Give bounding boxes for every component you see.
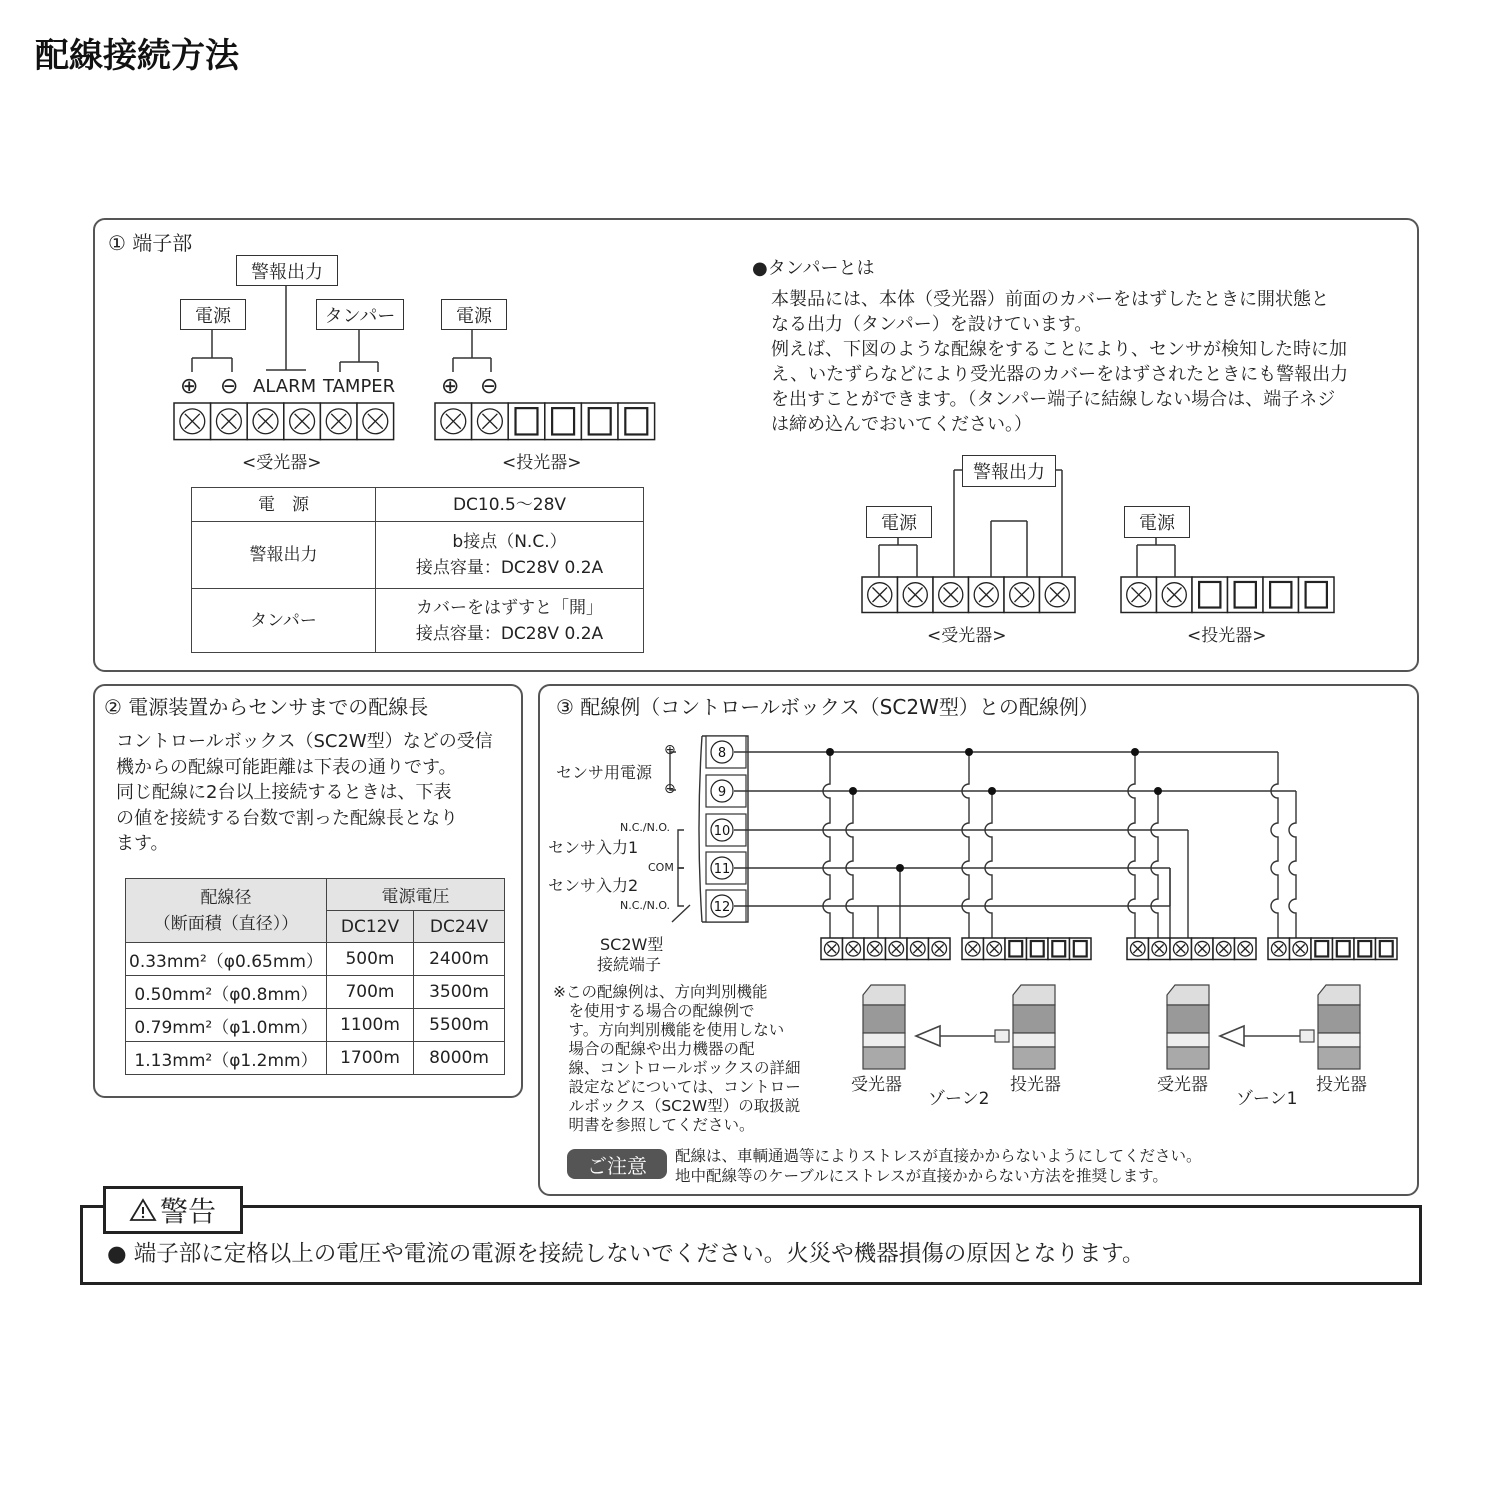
- transmitter-power-label: 電源: [441, 299, 507, 330]
- blank-terminal: [1311, 938, 1333, 960]
- diag-power-tx-label: 電源: [1124, 506, 1190, 538]
- plus-symbol: ⊕: [180, 374, 199, 399]
- zone2-transmitter-label: 投光器: [1010, 1075, 1061, 1095]
- cell-dc12: 1700m: [327, 1042, 414, 1075]
- cell-size: 0.79mm²（φ1.0mm）: [126, 1009, 327, 1042]
- sensor-unit-icon: [1318, 985, 1360, 1069]
- beam-arrow-icon: [916, 1026, 1009, 1046]
- cell-dc24: 5500m: [414, 1009, 505, 1042]
- sc2w-minus-symbol: ⊖: [664, 781, 676, 797]
- page-title: 配線接続方法: [35, 36, 239, 76]
- minus-symbol: ⊖: [220, 374, 239, 399]
- terminal-section-title: ① 端子部: [108, 231, 193, 255]
- diag-transmitter-label: <投光器>: [1187, 626, 1267, 646]
- zone1-receiver-label: 受光器: [1157, 1075, 1208, 1095]
- desc-line: 機からの配線可能距離は下表の通りです。: [116, 756, 457, 778]
- col-wire-size-subheader: （断面積（直径））: [153, 913, 299, 934]
- spec-alarm-value1: b接点（N.C.）: [452, 532, 567, 552]
- screw-terminal: [962, 938, 984, 960]
- blank-terminal: [1333, 938, 1355, 960]
- zone2-receiver-label: 受光器: [851, 1075, 902, 1095]
- spec-power-label: 電 源: [192, 488, 376, 522]
- screw-terminal: [1268, 938, 1290, 960]
- wiring-note: [553, 983, 801, 1135]
- tx-minus-symbol: ⊖: [480, 374, 499, 399]
- screw-terminal: [864, 938, 886, 960]
- desc-line: の値を接続する台数で割った配線長となり: [116, 807, 458, 829]
- screw-terminal: [1149, 938, 1171, 960]
- alarm-output-label: 警報出力: [236, 255, 338, 286]
- screw-terminal: [1213, 938, 1235, 960]
- blank-terminal: [1048, 938, 1070, 960]
- screw-terminal: [907, 938, 929, 960]
- desc-line: 同じ配線に2台以上接続するときは、下表: [116, 782, 452, 803]
- blank-terminal: [1354, 938, 1376, 960]
- note-line: ※この配線例は、方向判別機能: [553, 983, 768, 1001]
- diag-alarm-label: 警報出力: [962, 455, 1056, 487]
- screw-terminal: [1170, 938, 1192, 960]
- tamper-heading: ●タンパーとは: [752, 258, 875, 279]
- receiver-label: <受光器>: [242, 453, 322, 473]
- col-dc24v-header: DC24V: [414, 911, 505, 943]
- cell-dc24: 3500m: [414, 976, 505, 1009]
- nc-no-top-label: N.C./N.O.: [620, 821, 671, 834]
- note-line: す。方向判別機能を使用しない: [553, 1021, 785, 1039]
- cell-dc24: 2400m: [414, 943, 505, 976]
- sensor-unit-icon: [1167, 985, 1209, 1069]
- note-line: を使用する場合の配線例で: [553, 1002, 755, 1020]
- cell-dc24: 8000m: [414, 1042, 505, 1075]
- blank-terminal: [1027, 938, 1049, 960]
- cell-size: 0.33mm²（φ0.65mm）: [126, 943, 327, 976]
- diag-power-rx-label: 電源: [866, 506, 932, 538]
- blank-terminal: [1005, 938, 1027, 960]
- caution-line2: 地中配線等のケーブルにストレスが直接かからない方法を推奨します。: [675, 1167, 1168, 1185]
- com-label: COM: [648, 861, 674, 874]
- spec-tamper-value1: カバーをはずすと「開」: [416, 597, 603, 618]
- screw-terminal: [1127, 938, 1149, 960]
- caution-badge: ご注意: [567, 1149, 667, 1179]
- spec-alarm-label: 警報出力: [192, 522, 376, 589]
- beam-arrow-icon: [1220, 1026, 1314, 1046]
- transmitter-label: <投光器>: [502, 453, 582, 473]
- cell-size: 0.50mm²（φ0.8mm）: [126, 976, 327, 1009]
- col-wire-size-header: 配線径: [200, 887, 252, 908]
- tamper-line: なる出力（タンパー）を設けています。: [771, 314, 1093, 335]
- screw-terminal: [1192, 938, 1214, 960]
- tamper-line: 例えば、下図のような配線をすることにより、センサが検知した時に加: [771, 339, 1347, 360]
- note-line: 場合の配線や出力機器の配: [553, 1040, 755, 1058]
- warning-triangle-icon: [130, 1198, 156, 1222]
- spec-tamper-value2: 接点容量：DC28V 0.2A: [415, 623, 604, 644]
- sensor-input2-label: センサ入力2: [548, 876, 639, 895]
- alarm-text: ALARM: [253, 376, 317, 397]
- tamper-line: 本製品には、本体（受光器）前面のカバーをはずしたときに開状態と: [771, 289, 1329, 310]
- tamper-line: を出すことができます。（タンパー端子に結線しない場合は、端子ネジ: [771, 389, 1336, 410]
- sc2w-terminal-label: 接続端子: [597, 955, 662, 974]
- sensor-unit-icon: [1013, 985, 1055, 1069]
- spec-alarm-value2: 接点容量：DC28V 0.2A: [415, 558, 604, 578]
- warning-title-box: [103, 1186, 243, 1234]
- sensor-input1-label: センサ入力1: [548, 838, 639, 857]
- diag-receiver-label: <受光器>: [927, 626, 1007, 646]
- zone1-transmitter-label: 投光器: [1316, 1075, 1367, 1095]
- note-line: 線、コントロールボックスの詳細: [553, 1059, 801, 1077]
- zone2-label: ゾーン2: [928, 1089, 990, 1109]
- caution-line1: 配線は、車輌通過等によりストレスが直接かからないようにしてください。: [675, 1147, 1202, 1165]
- note-line: 設定などについては、コントロー: [553, 1078, 801, 1096]
- sc2w-terminal-number: 12: [713, 900, 731, 915]
- tamper-line: は締め込んでおいてください。）: [771, 414, 1032, 435]
- blank-terminal: [1376, 938, 1398, 960]
- sc2w-label: SC2W型: [600, 935, 664, 954]
- blank-terminal: [1070, 938, 1092, 960]
- note-line: ルボックス（SC2W型）の取扱説: [553, 1097, 801, 1115]
- screw-terminal: [843, 938, 865, 960]
- tamper-text: TAMPER: [323, 376, 396, 397]
- sensor-power-label: センサ用電源: [556, 763, 653, 782]
- wiring-length-title: ② 電源装置からセンサまでの配線長: [104, 695, 429, 719]
- tx-plus-symbol: ⊕: [441, 374, 460, 399]
- tamper-label: タンパー: [316, 299, 404, 330]
- screw-terminal: [886, 938, 908, 960]
- warning-title: 警告: [159, 1195, 216, 1228]
- zone1-label: ゾーン1: [1236, 1089, 1298, 1109]
- sc2w-terminal-number: 11: [713, 862, 731, 877]
- tamper-line: え、いたずらなどにより受光器のカバーをはずされたときにも警報出力: [771, 364, 1349, 385]
- screw-terminal: [929, 938, 951, 960]
- screw-terminal: [1290, 938, 1312, 960]
- spec-tamper-label: タンパー: [192, 589, 376, 653]
- wiring-example-title: ③ 配線例（コントロールボックス（SC2W型）との配線例）: [556, 695, 1099, 719]
- cell-dc12: 1100m: [327, 1009, 414, 1042]
- cell-dc12: 700m: [327, 976, 414, 1009]
- sensor-unit-icon: [863, 985, 905, 1069]
- col-dc12v-header: DC12V: [327, 911, 414, 943]
- sc2w-terminal-number: 10: [713, 824, 731, 839]
- screw-terminal: [984, 938, 1006, 960]
- desc-line: ます。: [116, 833, 169, 854]
- cell-size: 1.13mm²（φ1.2mm）: [126, 1042, 327, 1075]
- screw-terminal: [1235, 938, 1257, 960]
- nc-no-bottom-label: N.C./N.O.: [620, 899, 671, 912]
- power-label: 電源: [180, 299, 246, 330]
- sc2w-plus-symbol: ⊕: [664, 742, 676, 758]
- sc2w-terminal-number: 8: [717, 746, 727, 761]
- screw-terminal: [821, 938, 843, 960]
- spec-power-value: DC10.5～28V: [376, 488, 644, 522]
- warning-text: ● 端子部に定格以上の電圧や電流の電源を接続しないでください。火災や機器損傷の原因となります。: [107, 1241, 1145, 1267]
- desc-line: コントロールボックス（SC2W型）などの受信: [116, 731, 493, 752]
- note-line: 明書を参照してください。: [553, 1116, 755, 1134]
- sc2w-terminal-number: 9: [717, 785, 727, 800]
- col-voltage-header: 電源電圧: [327, 879, 505, 911]
- cell-dc12: 500m: [327, 943, 414, 976]
